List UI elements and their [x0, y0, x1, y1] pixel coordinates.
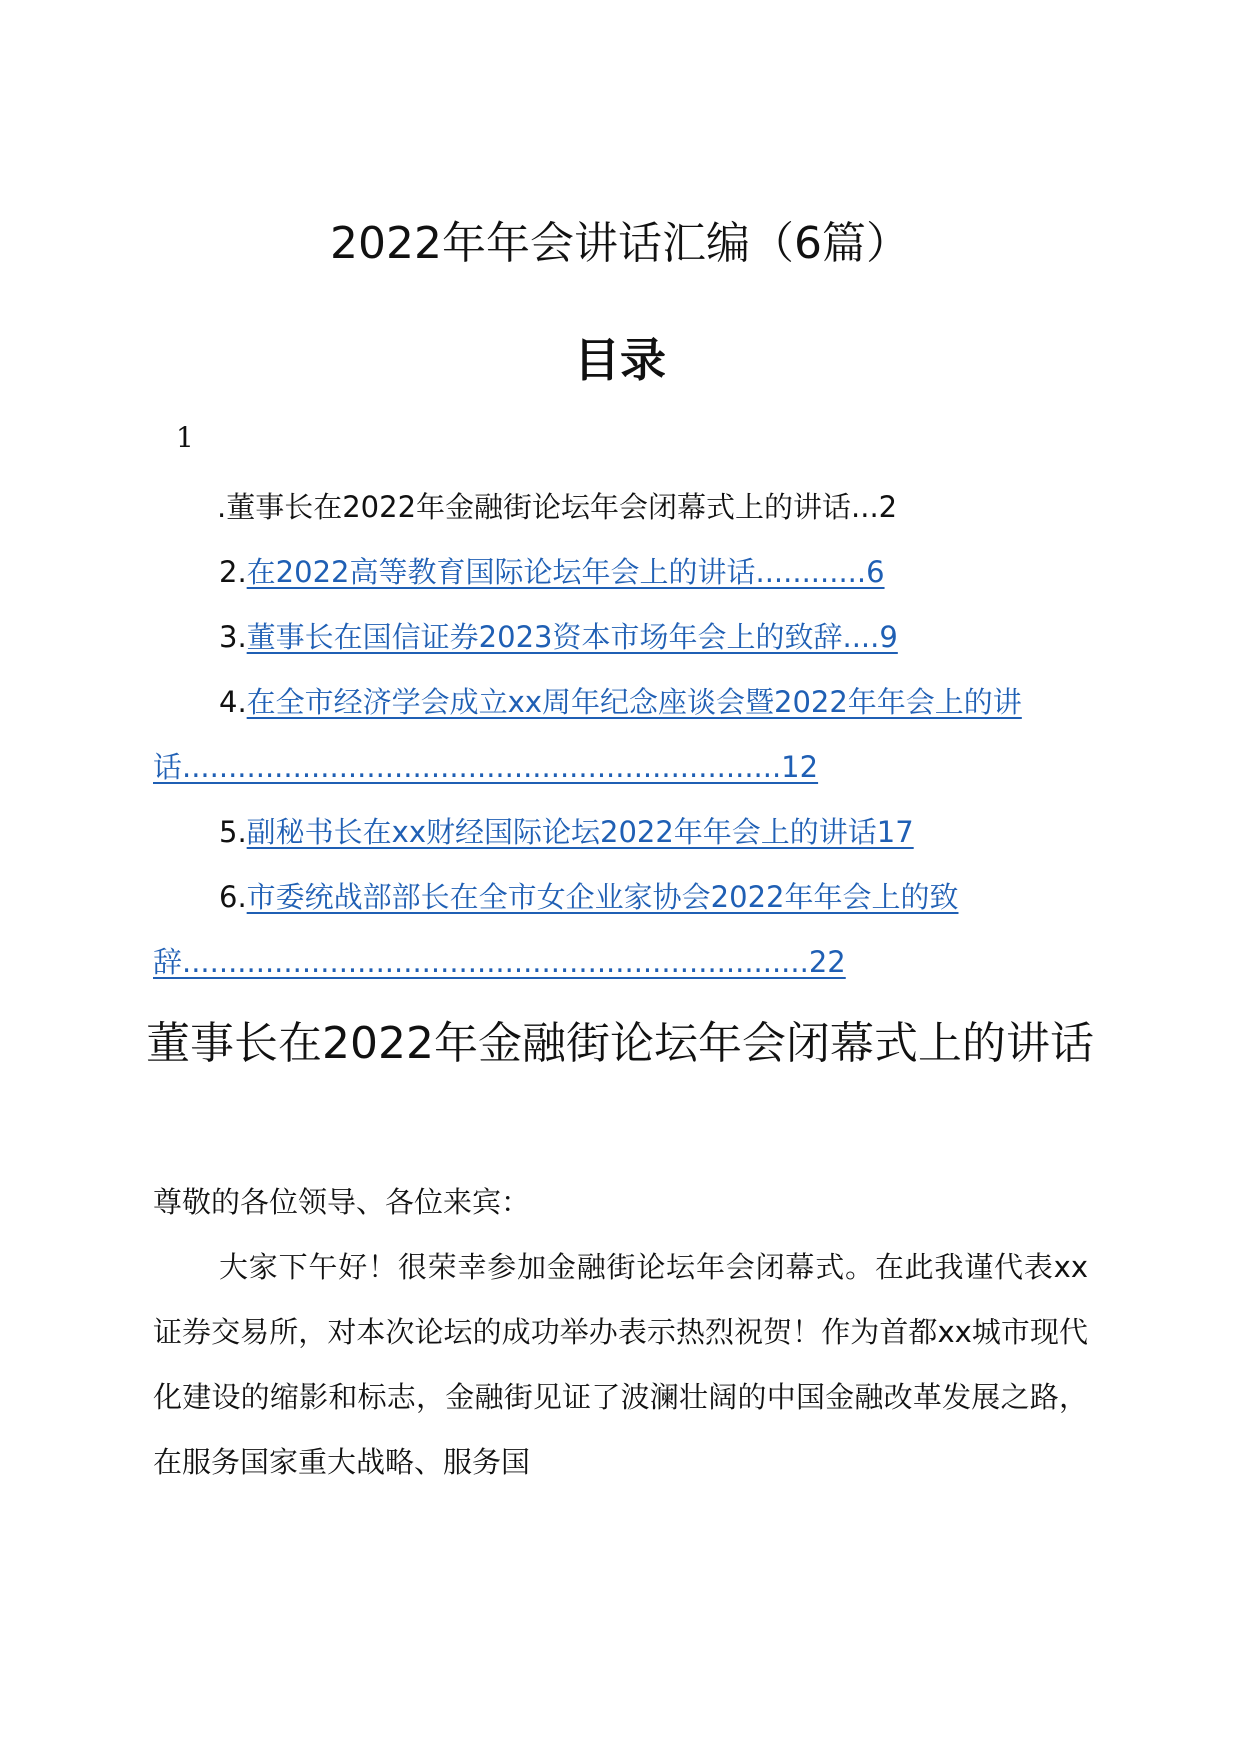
- toc-item-number: 4.: [219, 685, 247, 719]
- toc-item-number: 6.: [219, 880, 247, 914]
- toc-link[interactable]: 在全市经济学会成立xx周年纪念座谈会暨2022年年会上的讲话.................................................................12: [153, 685, 1022, 784]
- toc-link[interactable]: 市委统战部部长在全市女企业家协会2022年年会上的致辞....................................................................22: [153, 880, 959, 979]
- body-paragraph: 大家下午好！很荣幸参加金融街论坛年会闭幕式。在此我谨代表xx证券交易所，对本次论坛的成功举办表示热烈祝贺！作为首都xx城市现代化建设的缩影和标志，金融街见证了波澜壮阔的中国金融改革发展之路，在服务国家重大战略、服务国: [153, 1250, 1088, 1479]
- toc-heading: 目录: [574, 333, 666, 387]
- salutation: 尊敬的各位领导、各位来宾：: [153, 1185, 531, 1219]
- toc-item-number: 5.: [219, 815, 247, 849]
- toc-item-2[interactable]: [153, 540, 1088, 605]
- document-title: 2022年年会讲话汇编（6篇）: [330, 218, 910, 269]
- speech-title: 董事长在2022年金融街论坛年会闭幕式上的讲话: [146, 1018, 1094, 1069]
- toc-item-6[interactable]: [153, 865, 1088, 995]
- toc-item-text: .董事长在2022年金融街论坛年会闭幕式上的讲话...2: [217, 490, 898, 524]
- speech-body: [153, 1170, 1088, 1495]
- page-number: 1: [176, 421, 194, 454]
- toc-item-1[interactable]: [153, 475, 1088, 540]
- toc-item-5[interactable]: [153, 800, 1088, 865]
- toc-link[interactable]: 副秘书长在xx财经国际论坛2022年年会上的讲话17: [246, 815, 914, 849]
- toc-item-number: 3.: [219, 620, 247, 654]
- toc-item-number: 2.: [219, 555, 247, 589]
- toc-item-4[interactable]: [153, 670, 1088, 800]
- toc-item-3[interactable]: [153, 605, 1088, 670]
- table-of-contents: [153, 475, 1088, 995]
- toc-link[interactable]: 董事长在国信证券2023资本市场年会上的致辞....9: [246, 620, 898, 654]
- toc-link[interactable]: 在2022高等教育国际论坛年会上的讲话............6: [246, 555, 885, 589]
